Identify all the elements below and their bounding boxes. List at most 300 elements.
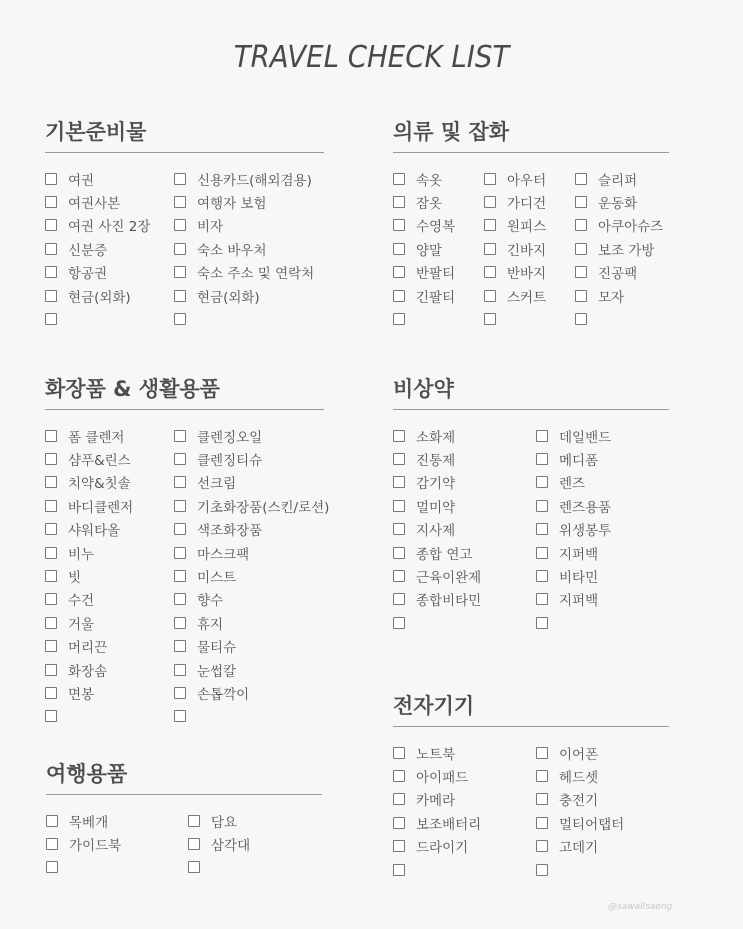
checklist-item <box>536 564 611 587</box>
checklist-column <box>174 424 329 728</box>
checklist-item <box>174 541 329 564</box>
checklist-item-label: 양말 <box>416 242 443 259</box>
checkbox[interactable] <box>45 617 57 629</box>
checkbox[interactable] <box>174 313 186 325</box>
checklist-item-label: 잠옷 <box>416 196 443 213</box>
checklist-column <box>393 167 455 331</box>
checkbox[interactable] <box>174 593 186 605</box>
checkbox[interactable] <box>536 547 548 559</box>
checklist-item <box>575 237 663 260</box>
checklist-item <box>45 611 133 634</box>
checklist-item-label: 가디건 <box>507 196 547 213</box>
checkbox[interactable] <box>174 266 186 278</box>
checkbox[interactable] <box>536 617 548 629</box>
checklist-item-label: 메디폼 <box>559 453 599 470</box>
checklist-item <box>484 307 546 330</box>
checklist-item <box>45 681 133 704</box>
checkbox[interactable] <box>536 864 548 876</box>
checklist-item-label: 감기약 <box>416 476 456 493</box>
checklist-item-label: 충전기 <box>559 793 599 810</box>
checkbox[interactable] <box>45 687 57 699</box>
checkbox[interactable] <box>174 453 186 465</box>
checklist-item-label: 여행자 보험 <box>197 196 267 213</box>
checklist-column <box>45 167 150 331</box>
checklist-item-label: 이어폰 <box>559 746 599 763</box>
checkbox[interactable] <box>45 710 57 722</box>
checklist-item <box>393 764 481 787</box>
checklist-item <box>45 307 150 330</box>
checkbox[interactable] <box>484 243 496 255</box>
page-title: TRAVEL CHECK LIST <box>233 40 510 75</box>
section-medicine <box>393 374 669 610</box>
checkbox[interactable] <box>174 570 186 582</box>
checkbox[interactable] <box>393 500 405 512</box>
checklist-item <box>575 190 663 213</box>
checkbox[interactable] <box>174 617 186 629</box>
checkbox[interactable] <box>45 570 57 582</box>
section-clothing <box>393 117 669 306</box>
checklist-item <box>45 471 133 494</box>
checklist-item-label: 현금(외화) <box>68 289 131 306</box>
checkbox[interactable] <box>174 523 186 535</box>
checklist-item <box>393 447 481 470</box>
checkbox[interactable] <box>536 453 548 465</box>
checklist-item <box>536 835 624 858</box>
checkbox[interactable] <box>393 313 405 325</box>
checklist-item <box>174 261 314 284</box>
checkbox[interactable] <box>45 173 57 185</box>
checklist-item <box>393 611 481 634</box>
checklist-item-label: 손톱깍이 <box>197 686 250 703</box>
checkbox[interactable] <box>484 219 496 231</box>
section-title: 비상약 <box>393 377 454 401</box>
checklist-item <box>393 471 481 494</box>
checklist-item <box>484 190 546 213</box>
checklist-item <box>536 518 611 541</box>
checklist-column <box>188 809 250 879</box>
checkbox[interactable] <box>484 313 496 325</box>
checklist-item-label: 여권 사진 2장 <box>68 219 151 236</box>
checkbox[interactable] <box>174 243 186 255</box>
section-title: 기본준비물 <box>45 120 147 144</box>
checklist-item-label: 치약&칫솔 <box>68 476 131 493</box>
checklist-item <box>45 635 133 658</box>
checklist-item-label: 향수 <box>197 593 224 610</box>
checkbox[interactable] <box>174 196 186 208</box>
checkbox[interactable] <box>393 840 405 852</box>
checklist-item <box>174 284 314 307</box>
checkbox[interactable] <box>393 593 405 605</box>
section-divider <box>393 726 669 727</box>
checklist-item <box>174 635 329 658</box>
checkbox[interactable] <box>188 815 200 827</box>
checklist-column <box>484 167 546 331</box>
checkbox[interactable] <box>45 547 57 559</box>
checklist-column <box>46 809 121 879</box>
checklist-item-label: 진공팩 <box>598 266 638 283</box>
checklist-item <box>536 764 624 787</box>
checklist-item <box>45 518 133 541</box>
checklist-item <box>45 447 133 470</box>
section-divider <box>46 794 322 795</box>
checklist-item-label: 수영복 <box>416 219 456 236</box>
checklist-item-label: 위생봉투 <box>559 523 612 540</box>
section-electronics <box>393 691 669 857</box>
checklist-item <box>536 447 611 470</box>
checklist-item <box>484 284 546 307</box>
checklist-item <box>393 424 481 447</box>
checklist-column <box>536 741 624 881</box>
checklist-column <box>393 741 481 881</box>
watermark: @sawallsaeng <box>608 902 673 912</box>
checkbox[interactable] <box>45 500 57 512</box>
checklist-item-label: 머리끈 <box>68 640 108 657</box>
checklist-item-label: 눈썹칼 <box>197 663 237 680</box>
checklist-item-label: 신용카드(해외겸용) <box>197 172 312 189</box>
section-divider <box>393 152 669 153</box>
checklist-item-label: 반바지 <box>507 266 547 283</box>
checkbox[interactable] <box>46 861 58 873</box>
checklist-column <box>45 424 133 728</box>
checkbox[interactable] <box>393 770 405 782</box>
checklist-item <box>45 237 150 260</box>
checklist-item-label: 클렌징오일 <box>197 429 263 446</box>
checkbox[interactable] <box>575 196 587 208</box>
checklist-item-label: 스커트 <box>507 289 547 306</box>
checkbox[interactable] <box>536 500 548 512</box>
checkbox[interactable] <box>536 476 548 488</box>
checklist-item-label: 소화제 <box>416 429 456 446</box>
checklist-item <box>393 741 481 764</box>
checklist-item <box>393 588 481 611</box>
checklist-item-label: 수건 <box>68 593 95 610</box>
checklist-item <box>393 494 481 517</box>
checkbox[interactable] <box>393 196 405 208</box>
checkbox[interactable] <box>393 570 405 582</box>
checklist-item-label: 미스트 <box>197 570 237 587</box>
checklist-item-label: 긴바지 <box>507 242 547 259</box>
checkbox[interactable] <box>45 313 57 325</box>
section-title: 의류 및 잡화 <box>393 120 510 144</box>
checklist-item-label: 속옷 <box>416 172 443 189</box>
section-divider <box>45 409 324 410</box>
checklist-item <box>174 611 329 634</box>
checklist-item-label: 카메라 <box>416 793 456 810</box>
checklist-item-label: 슬리퍼 <box>598 172 638 189</box>
checklist-item-label: 드라이기 <box>416 840 469 857</box>
checkbox[interactable] <box>393 453 405 465</box>
checkbox[interactable] <box>536 793 548 805</box>
checklist-item <box>174 237 314 260</box>
section-title: 전자기기 <box>393 694 475 718</box>
section-title: 여행용품 <box>46 762 128 786</box>
checklist-item-label: 보조 가방 <box>598 242 655 259</box>
checkbox[interactable] <box>536 593 548 605</box>
checklist-item <box>536 741 624 764</box>
checkbox[interactable] <box>393 173 405 185</box>
checklist-item <box>45 564 133 587</box>
checkbox[interactable] <box>45 430 57 442</box>
checkbox[interactable] <box>393 547 405 559</box>
checklist-item-label: 아이패드 <box>416 770 469 787</box>
checklist-item-label: 색조화장품 <box>197 523 263 540</box>
checklist-item <box>393 518 481 541</box>
checklist-item-label: 비자 <box>197 219 224 236</box>
checklist-item <box>45 588 133 611</box>
checklist-item <box>575 214 663 237</box>
checklist-item <box>393 564 481 587</box>
checklist-item-label: 샴푸&린스 <box>68 453 131 470</box>
checklist-item-label: 바디클렌저 <box>68 499 134 516</box>
checkbox[interactable] <box>45 640 57 652</box>
checklist-item <box>174 658 329 681</box>
checklist-item-label: 비타민 <box>559 570 599 587</box>
checkbox[interactable] <box>393 793 405 805</box>
section-title: 화장품 & 생활용품 <box>45 377 220 401</box>
checklist-column <box>536 424 611 635</box>
checkbox[interactable] <box>174 290 186 302</box>
section-divider <box>45 152 324 153</box>
checklist-item <box>188 856 250 879</box>
checklist-item <box>174 681 329 704</box>
checklist-item <box>575 284 663 307</box>
checklist-item-label: 가이드북 <box>69 838 122 855</box>
checklist-item <box>484 261 546 284</box>
checkbox[interactable] <box>174 710 186 722</box>
checklist-item <box>174 214 314 237</box>
checkbox[interactable] <box>575 266 587 278</box>
checkbox[interactable] <box>45 219 57 231</box>
checkbox[interactable] <box>536 770 548 782</box>
checklist-item-label: 지퍼백 <box>559 593 599 610</box>
checklist-item <box>174 447 329 470</box>
checklist-item-label: 휴지 <box>197 616 224 633</box>
checkbox[interactable] <box>575 313 587 325</box>
checklist-item-label: 여권 <box>68 172 95 189</box>
checkbox[interactable] <box>575 173 587 185</box>
checklist-item <box>575 307 663 330</box>
checklist-item-label: 빗 <box>68 570 82 587</box>
checklist-item <box>45 167 150 190</box>
checklist-item-label: 종합비타민 <box>416 593 482 610</box>
checklist-item <box>46 809 121 832</box>
checklist-item-label: 근육이완제 <box>416 570 482 587</box>
checkbox[interactable] <box>393 817 405 829</box>
checklist-item-label: 아쿠아슈즈 <box>598 219 664 236</box>
checklist-item-label: 화장솜 <box>68 663 108 680</box>
checklist-item-label: 고데기 <box>559 840 599 857</box>
checklist-item-label: 마스크팩 <box>197 546 250 563</box>
checklist-item-label: 거울 <box>68 616 95 633</box>
checkbox[interactable] <box>536 840 548 852</box>
checklist-item <box>45 261 150 284</box>
checklist-item <box>393 190 455 213</box>
checkbox[interactable] <box>45 593 57 605</box>
checklist-item-label: 렌즈 <box>559 476 586 493</box>
checkbox[interactable] <box>393 430 405 442</box>
checkbox[interactable] <box>393 243 405 255</box>
checklist-item <box>393 788 481 811</box>
checklist-item <box>393 811 481 834</box>
checklist-item-label: 기초화장품(스킨/로션) <box>197 499 330 516</box>
checklist-item <box>536 494 611 517</box>
checklist-item <box>45 658 133 681</box>
checklist-item-label: 신분증 <box>68 242 108 259</box>
checkbox[interactable] <box>45 523 57 535</box>
section-travel-goods <box>46 759 322 855</box>
checklist-item <box>393 541 481 564</box>
checklist-item <box>393 237 455 260</box>
checklist-item <box>45 705 133 728</box>
checkbox[interactable] <box>484 196 496 208</box>
checkbox[interactable] <box>188 861 200 873</box>
checklist-item-label: 진통제 <box>416 453 456 470</box>
checklist-column <box>575 167 663 331</box>
checklist-column <box>174 167 314 331</box>
checklist-item-label: 원피스 <box>507 219 547 236</box>
checkbox[interactable] <box>174 476 186 488</box>
checklist-item-label: 지사제 <box>416 523 456 540</box>
checklist-item-label: 클렌징티슈 <box>197 453 263 470</box>
checkbox[interactable] <box>46 838 58 850</box>
checklist-item-label: 보조배터리 <box>416 816 482 833</box>
checkbox[interactable] <box>393 864 405 876</box>
checklist-item-label: 비누 <box>68 546 95 563</box>
checkbox[interactable] <box>188 838 200 850</box>
checklist-item <box>45 424 133 447</box>
checkbox[interactable] <box>536 430 548 442</box>
checkbox[interactable] <box>393 476 405 488</box>
checkbox[interactable] <box>393 617 405 629</box>
checklist-item-label: 멀티어탭터 <box>559 816 625 833</box>
checklist-item-label: 물티슈 <box>197 640 237 657</box>
checklist-item <box>46 856 121 879</box>
checklist-item-label: 지퍼백 <box>559 546 599 563</box>
checklist-item <box>174 518 329 541</box>
checklist-item <box>536 541 611 564</box>
checkbox[interactable] <box>484 266 496 278</box>
checklist-item <box>393 167 455 190</box>
checklist-item <box>45 541 133 564</box>
checklist-item <box>174 167 314 190</box>
checklist-item-label: 폼 클렌저 <box>68 429 125 446</box>
checklist-item-label: 샤워타올 <box>68 523 121 540</box>
checklist-item-label: 헤드셋 <box>559 770 599 787</box>
checklist-item-label: 긴팔티 <box>416 289 456 306</box>
checklist-item-label: 현금(외화) <box>197 289 260 306</box>
checklist-item <box>536 471 611 494</box>
checkbox[interactable] <box>45 290 57 302</box>
checkbox[interactable] <box>45 266 57 278</box>
checkbox[interactable] <box>46 815 58 827</box>
checkbox[interactable] <box>45 476 57 488</box>
checklist-item <box>393 261 455 284</box>
checkbox[interactable] <box>174 430 186 442</box>
section-toiletries <box>45 374 330 703</box>
checkbox[interactable] <box>536 817 548 829</box>
checkbox[interactable] <box>393 219 405 231</box>
section-basics <box>45 117 324 306</box>
checklist-item-label: 선크림 <box>197 476 237 493</box>
checklist-item <box>46 832 121 855</box>
checklist-item-label: 렌즈용품 <box>559 499 612 516</box>
checkbox[interactable] <box>45 196 57 208</box>
checklist-item <box>484 237 546 260</box>
checkbox[interactable] <box>536 570 548 582</box>
checklist-item <box>484 167 546 190</box>
checkbox[interactable] <box>484 290 496 302</box>
checklist-item <box>393 284 455 307</box>
checkbox[interactable] <box>174 219 186 231</box>
checklist-item <box>45 214 150 237</box>
checklist-item <box>484 214 546 237</box>
checklist-item <box>174 190 314 213</box>
checklist-item <box>174 705 329 728</box>
checkbox[interactable] <box>575 243 587 255</box>
checkbox[interactable] <box>393 747 405 759</box>
checklist-item-label: 항공권 <box>68 266 108 283</box>
checkbox[interactable] <box>575 219 587 231</box>
checkbox[interactable] <box>45 243 57 255</box>
checklist-item <box>174 564 329 587</box>
checklist-item <box>393 858 481 881</box>
checklist-item-label: 멀미약 <box>416 499 456 516</box>
checklist-item <box>536 588 611 611</box>
checklist-item-label: 목베개 <box>69 814 109 831</box>
checklist-item <box>393 214 455 237</box>
checkbox[interactable] <box>393 266 405 278</box>
checklist-item-label: 노트북 <box>416 746 456 763</box>
checklist-item <box>174 588 329 611</box>
checkbox[interactable] <box>174 687 186 699</box>
checkbox[interactable] <box>174 547 186 559</box>
checklist-item <box>174 471 329 494</box>
checklist-item <box>393 307 455 330</box>
checklist-item-label: 데일밴드 <box>559 429 612 446</box>
checkbox[interactable] <box>575 290 587 302</box>
section-divider <box>393 409 669 410</box>
checklist-item-label: 담요 <box>211 814 238 831</box>
checklist-item <box>174 424 329 447</box>
checklist-column <box>393 424 481 635</box>
checklist-item-label: 반팔티 <box>416 266 456 283</box>
checklist-item <box>45 284 150 307</box>
checklist-item <box>536 788 624 811</box>
checklist-item <box>174 307 314 330</box>
checklist-item <box>45 190 150 213</box>
checkbox[interactable] <box>174 640 186 652</box>
checklist-item <box>575 261 663 284</box>
checklist-item-label: 모자 <box>598 289 625 306</box>
checkbox[interactable] <box>536 747 548 759</box>
checkbox[interactable] <box>484 173 496 185</box>
checklist-item-label: 종합 연고 <box>416 546 473 563</box>
checklist-item <box>536 611 611 634</box>
checkbox[interactable] <box>45 453 57 465</box>
checklist-item <box>188 809 250 832</box>
checklist-item <box>575 167 663 190</box>
checkbox[interactable] <box>174 173 186 185</box>
checkbox[interactable] <box>393 290 405 302</box>
checkbox[interactable] <box>536 523 548 535</box>
checklist-item-label: 숙소 주소 및 연락처 <box>197 266 315 283</box>
checklist-item <box>536 858 624 881</box>
checkbox[interactable] <box>174 664 186 676</box>
checkbox[interactable] <box>174 500 186 512</box>
checkbox[interactable] <box>393 523 405 535</box>
checklist-item <box>174 494 329 517</box>
checkbox[interactable] <box>45 664 57 676</box>
